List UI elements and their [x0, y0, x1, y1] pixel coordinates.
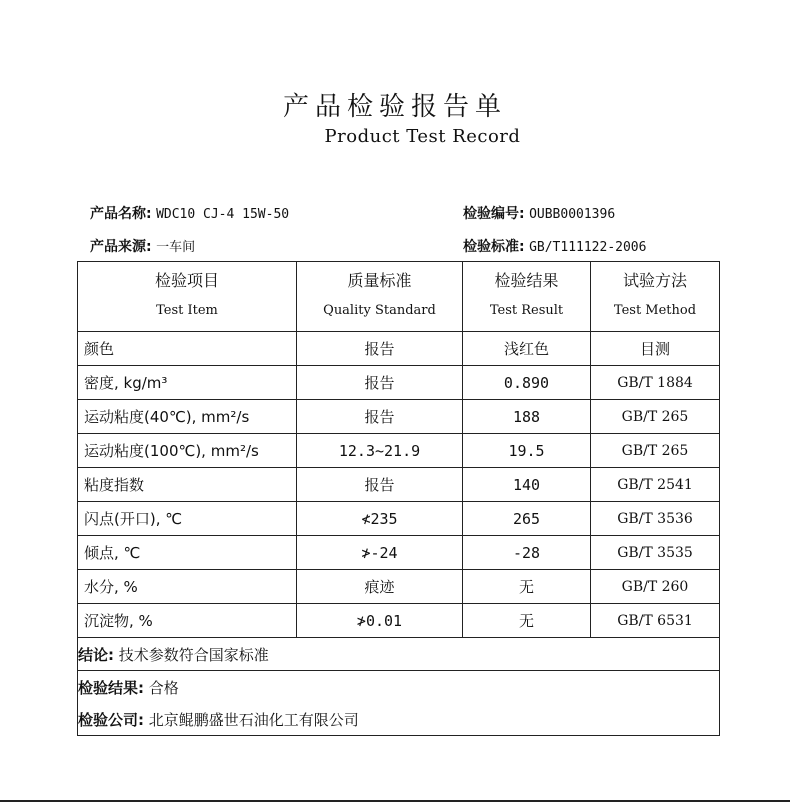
company-label: 检验公司: [78, 710, 144, 729]
test-result-row [78, 671, 720, 704]
test-number-value: OUBB0001396 [529, 207, 616, 222]
table-row [78, 604, 720, 638]
test-result-cell: 19.5 [463, 434, 591, 468]
table-row [78, 468, 720, 502]
quality-standard-cell: 痕迹 [297, 570, 463, 604]
test-result-label: 检验结果: [78, 678, 144, 697]
bottom-divider [0, 800, 790, 802]
test-number-label: 检验编号: [463, 206, 525, 222]
header-test-item [78, 262, 297, 332]
header-label-en: Test Result [489, 303, 564, 318]
table-row [78, 400, 720, 434]
table-row [78, 434, 720, 468]
product-name-field [90, 203, 289, 223]
test-result-cell: 265 [463, 502, 591, 536]
conclusion-cell [78, 638, 720, 671]
header-test-method [591, 262, 720, 332]
test-method-cell: GB/T 1884 [591, 366, 720, 400]
test-method-cell: GB/T 6531 [591, 604, 720, 638]
header-label-en: Test Method [613, 303, 697, 318]
test-method-cell: GB/T 3535 [591, 536, 720, 570]
test-item-cell: 水分, % [78, 570, 297, 604]
test-standard-label: 检验标准: [463, 239, 525, 255]
test-item-cell: 密度, kg/m³ [78, 366, 297, 400]
test-number-field [463, 203, 615, 223]
quality-standard-cell: 报告 [297, 400, 463, 434]
test-method-cell: 目测 [591, 332, 720, 366]
test-method-cell: GB/T 265 [591, 400, 720, 434]
quality-standard-cell: ≯0.01 [297, 604, 463, 638]
header-label-zh: 检验项目 [154, 271, 219, 290]
table-row [78, 366, 720, 400]
page-title: 产品检验报告单 [282, 92, 507, 122]
header-label-en: Test Item [156, 303, 218, 318]
product-name-value: WDC10 CJ-4 15W-50 [156, 207, 290, 222]
conclusion-label: 结论: [78, 645, 114, 664]
quality-standard-cell: ≯-24 [297, 536, 463, 570]
test-result-cell: 140 [463, 468, 591, 502]
company-row [78, 703, 720, 736]
test-standard-field [463, 236, 646, 256]
page-subtitle: Product Test Record [324, 126, 521, 147]
test-method-cell: GB/T 260 [591, 570, 720, 604]
header-label-zh: 试验方法 [622, 271, 687, 290]
product-source-field [90, 236, 195, 256]
conclusion-value: 技术参数符合国家标准 [118, 645, 269, 664]
quality-standard-cell: 报告 [297, 366, 463, 400]
product-source-label: 产品来源: [90, 239, 152, 255]
product-source-value: 一车间 [156, 240, 196, 255]
product-name-label: 产品名称: [90, 206, 152, 222]
test-method-cell: GB/T 3536 [591, 502, 720, 536]
test-method-cell: GB/T 265 [591, 434, 720, 468]
test-item-cell: 运动粘度(40℃), mm²/s [78, 400, 297, 434]
test-result-value: 合格 [148, 678, 179, 697]
test-result-cell: 无 [463, 570, 591, 604]
test-result-summary-cell [78, 671, 720, 704]
test-method-cell: GB/T 2541 [591, 468, 720, 502]
table-row [78, 536, 720, 570]
test-result-cell: -28 [463, 536, 591, 570]
company-value: 北京鲲鹏盛世石油化工有限公司 [148, 710, 359, 729]
test-item-cell: 倾点, ℃ [78, 536, 297, 570]
test-result-cell: 浅红色 [463, 332, 591, 366]
table-row [78, 570, 720, 604]
test-standard-value: GB/T111122-2006 [529, 240, 647, 255]
company-cell [78, 703, 720, 736]
test-item-cell: 颜色 [78, 332, 297, 366]
header-label-zh: 检验结果 [494, 271, 559, 290]
header-quality-standard [297, 262, 463, 332]
test-item-cell: 粘度指数 [78, 468, 297, 502]
quality-standard-cell: 报告 [297, 332, 463, 366]
test-item-cell: 闪点(开口), ℃ [78, 502, 297, 536]
quality-standard-cell: ≮235 [297, 502, 463, 536]
test-result-cell: 0.890 [463, 366, 591, 400]
table-header-row [78, 262, 720, 332]
conclusion-row [78, 638, 720, 671]
test-result-cell: 无 [463, 604, 591, 638]
header-label-zh: 质量标准 [347, 271, 412, 290]
test-results-table [77, 261, 720, 736]
test-item-cell: 运动粘度(100℃), mm²/s [78, 434, 297, 468]
header-label-en: Quality Standard [323, 303, 436, 318]
quality-standard-cell: 报告 [297, 468, 463, 502]
test-result-cell: 188 [463, 400, 591, 434]
table-row [78, 502, 720, 536]
quality-standard-cell: 12.3~21.9 [297, 434, 463, 468]
table-row [78, 332, 720, 366]
test-item-cell: 沉淀物, % [78, 604, 297, 638]
header-test-result [463, 262, 591, 332]
